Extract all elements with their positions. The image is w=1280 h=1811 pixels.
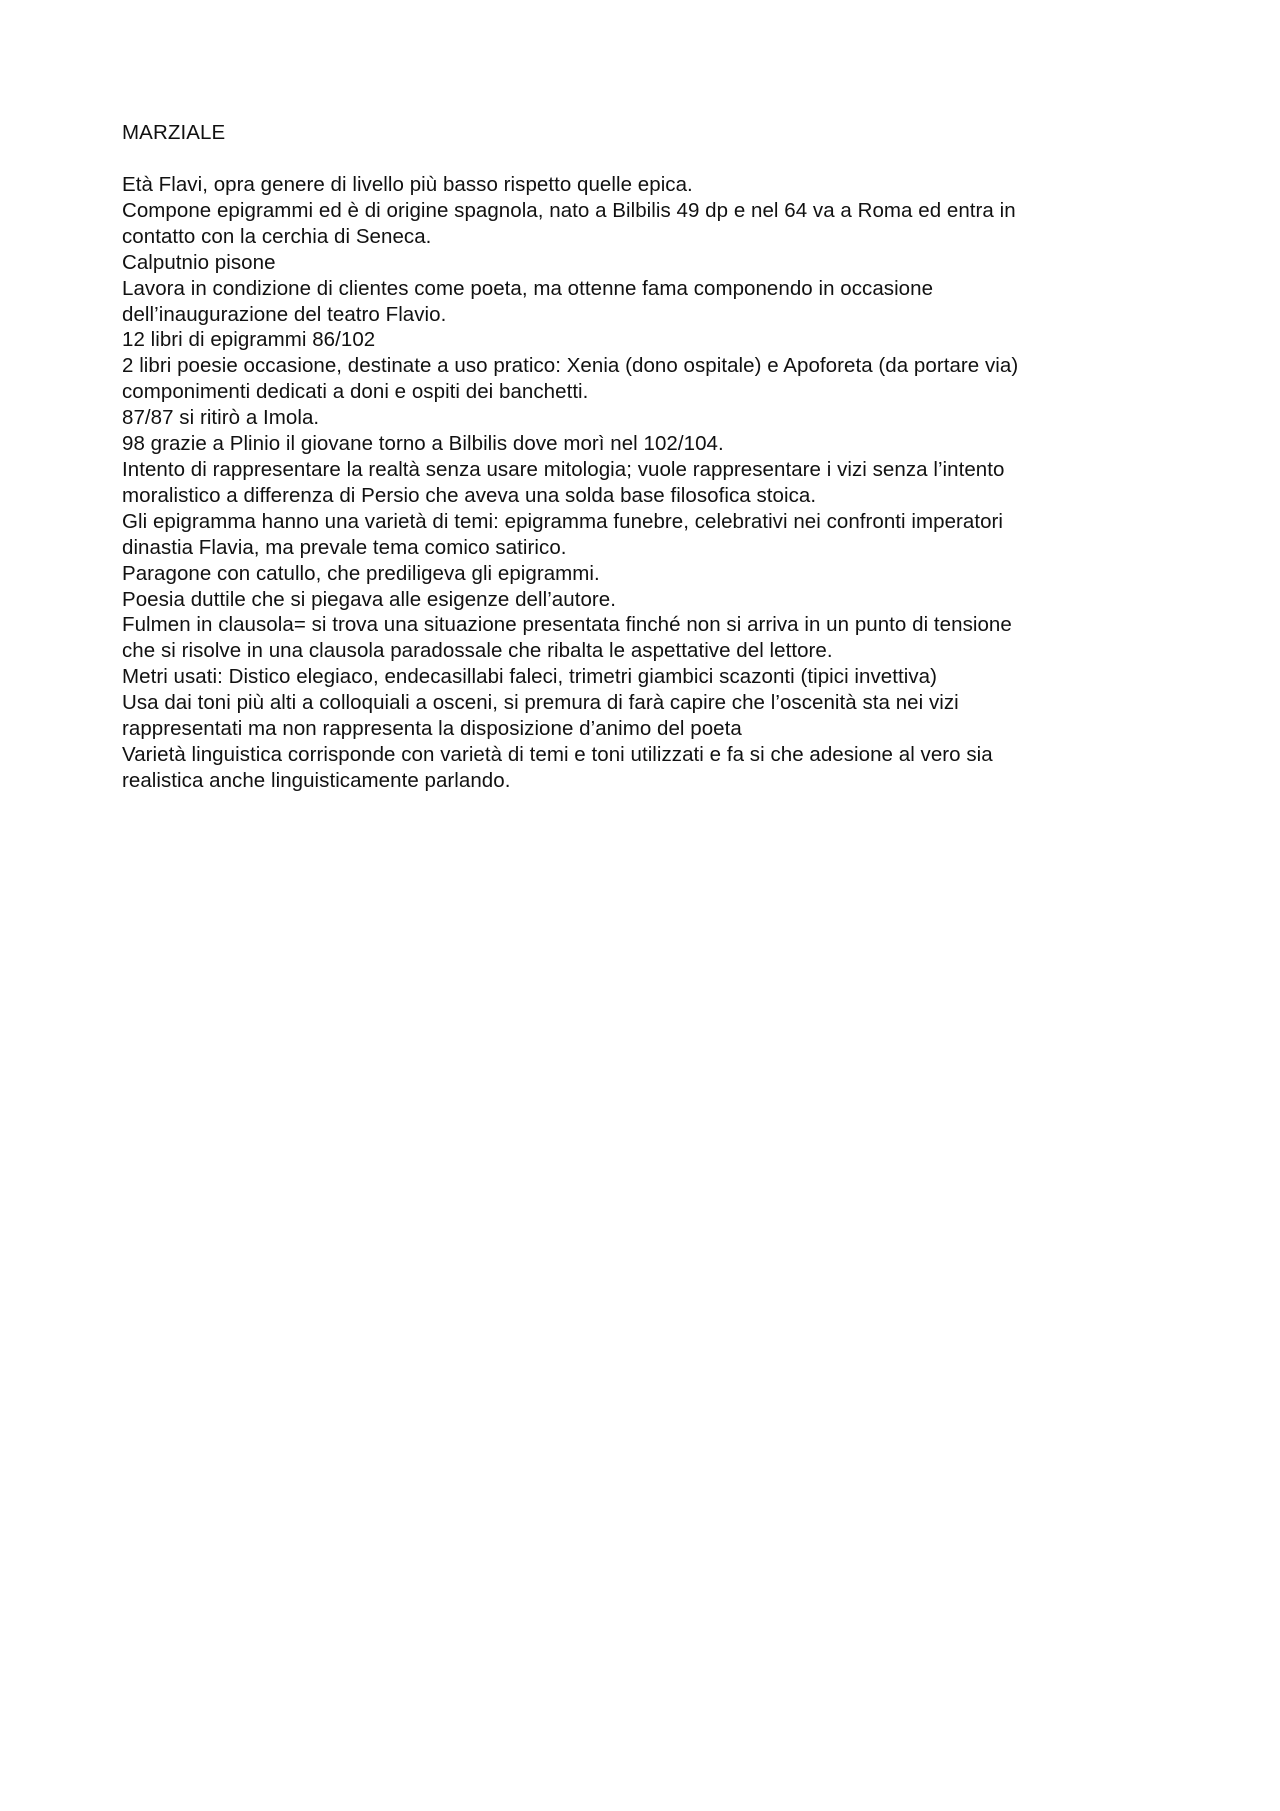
body-line: Intento di rappresentare la realtà senza usare mitologia; vuole rappresentare i vizi senza l’intento: [122, 457, 1005, 481]
body-line: che si risolve in una clausola paradossale che ribalta le aspettative del lettore.: [122, 639, 833, 663]
body-line: 98 grazie a Plinio il giovane torno a Bilbilis dove morì nel 102/104.: [122, 432, 724, 456]
body-line: 87/87 si ritirò a Imola.: [122, 406, 320, 430]
body-line: Lavora in condizione di clientes come poeta, ma ottenne fama componendo in occasione: [122, 276, 934, 300]
body-line: Varietà linguistica corrisponde con varietà di temi e toni utilizzati e fa si che adesione al vero sia: [122, 742, 993, 766]
body-line: rappresentati ma non rappresenta la disposizione d’animo del poeta: [122, 717, 742, 741]
body-line: Età Flavi, opra genere di livello più basso rispetto quelle epica.: [122, 173, 693, 196]
body-line: 12 libri di epigrammi 86/102: [122, 328, 376, 352]
body-line: Calputnio pisone: [122, 250, 276, 274]
document-page: [122, 120, 1182, 794]
body-line: Metri usati: Distico elegiaco, endecasillabi faleci, trimetri giambici scazonti (tipici invettiva): [122, 665, 937, 689]
body-line: contatto con la cerchia di Seneca.: [122, 224, 432, 248]
body-line: Poesia duttile che si piegava alle esigenze dell’autore.: [122, 587, 616, 611]
body-line: moralistico a differenza di Persio che aveva una solda base filosofica stoica.: [122, 483, 817, 507]
body-line: Compone epigrammi ed è di origine spagnola, nato a Bilbilis 49 dp e nel 64 va a Roma ed entra in: [122, 198, 1016, 222]
body-line: componimenti dedicati a doni e ospiti dei banchetti.: [122, 380, 589, 404]
body-line: Fulmen in clausola= si trova una situazione presentata finché non si arriva in un punto di tensione: [122, 613, 1012, 637]
title-spacer: [122, 146, 1182, 172]
body-line: 2 libri poesie occasione, destinate a uso pratico: Xenia (dono ospitale) e Apoforeta (da portare via): [122, 354, 1019, 378]
body-line: Paragone con catullo, che prediligeva gli epigrammi.: [122, 561, 600, 585]
body-line: dell’inaugurazione del teatro Flavio.: [122, 302, 447, 326]
body-line: Usa dai toni più alti a colloquiali a osceni, si premura di farà capire che l’oscenità sta nei vizi: [122, 691, 959, 715]
body-line: realistica anche linguisticamente parlando.: [122, 768, 511, 792]
document-body: [122, 172, 1182, 794]
document-title: MARZIALE: [122, 121, 226, 144]
body-line: dinastia Flavia, ma prevale tema comico satirico.: [122, 535, 567, 559]
body-line: Gli epigramma hanno una varietà di temi: epigramma funebre, celebrativi nei confronti imperatori: [122, 509, 1004, 533]
